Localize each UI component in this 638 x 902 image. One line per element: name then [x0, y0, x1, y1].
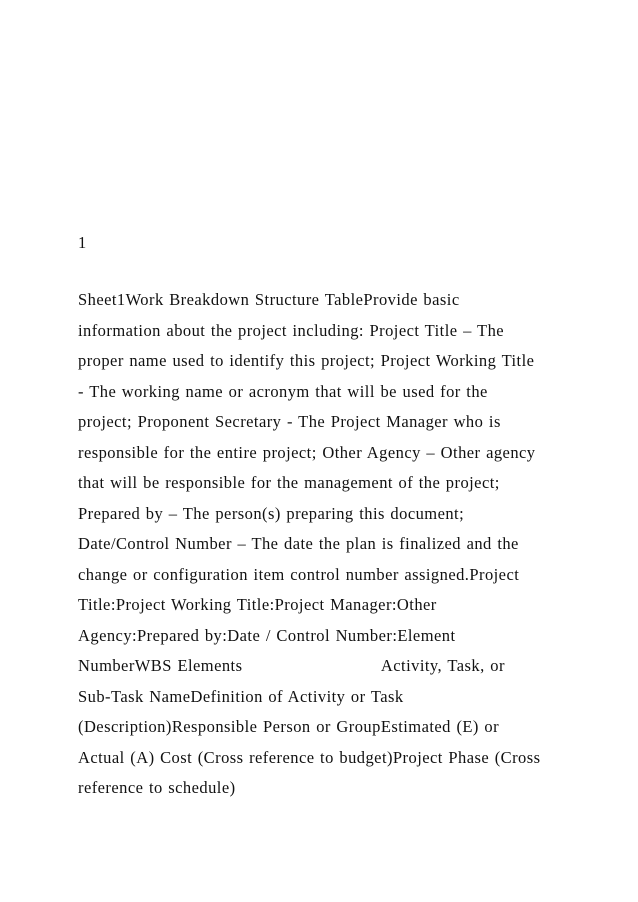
text-line: responsible for the entire project; Other Agency – Other agency — [78, 442, 536, 462]
text-line: Agency:Prepared by:Date / Control Number:Element — [78, 625, 456, 645]
text-line: Prepared by – The person(s) preparing this document; — [78, 503, 465, 523]
text-line: reference to schedule) — [78, 778, 236, 797]
text-line: Title:Project Working Title:Project Manager:Other — [78, 595, 437, 614]
text-line: project; Proponent Secretary - The Project Manager who is — [78, 412, 501, 431]
text-line: Sheet1Work Breakdown Structure TableProvide basic — [78, 290, 460, 309]
text-line: NumberWBS Elements Activity, Task, or — [78, 656, 505, 675]
text-line: (Description)Responsible Person or GroupEstimated (E) or — [78, 717, 500, 736]
text-line: change or configuration item control number assigned.Project — [78, 564, 520, 584]
text-line: proper name used to identify this project; Project Working Title — [78, 351, 535, 370]
text-line: that will be responsible for the management of the project; — [78, 473, 500, 492]
document-body — [78, 290, 541, 809]
text-line: - The working name or acronym that will be used for the — [78, 381, 488, 401]
text-line: Date/Control Number – The date the plan is finalized and the — [78, 534, 519, 553]
text-line: Actual (A) Cost (Cross reference to budget)Project Phase (Cross — [78, 747, 541, 767]
text-line: Sub-Task NameDefinition of Activity or Task — [78, 686, 404, 706]
page-number: 1 — [78, 233, 87, 252]
text-line: information about the project including: Project Title – The — [78, 320, 505, 340]
